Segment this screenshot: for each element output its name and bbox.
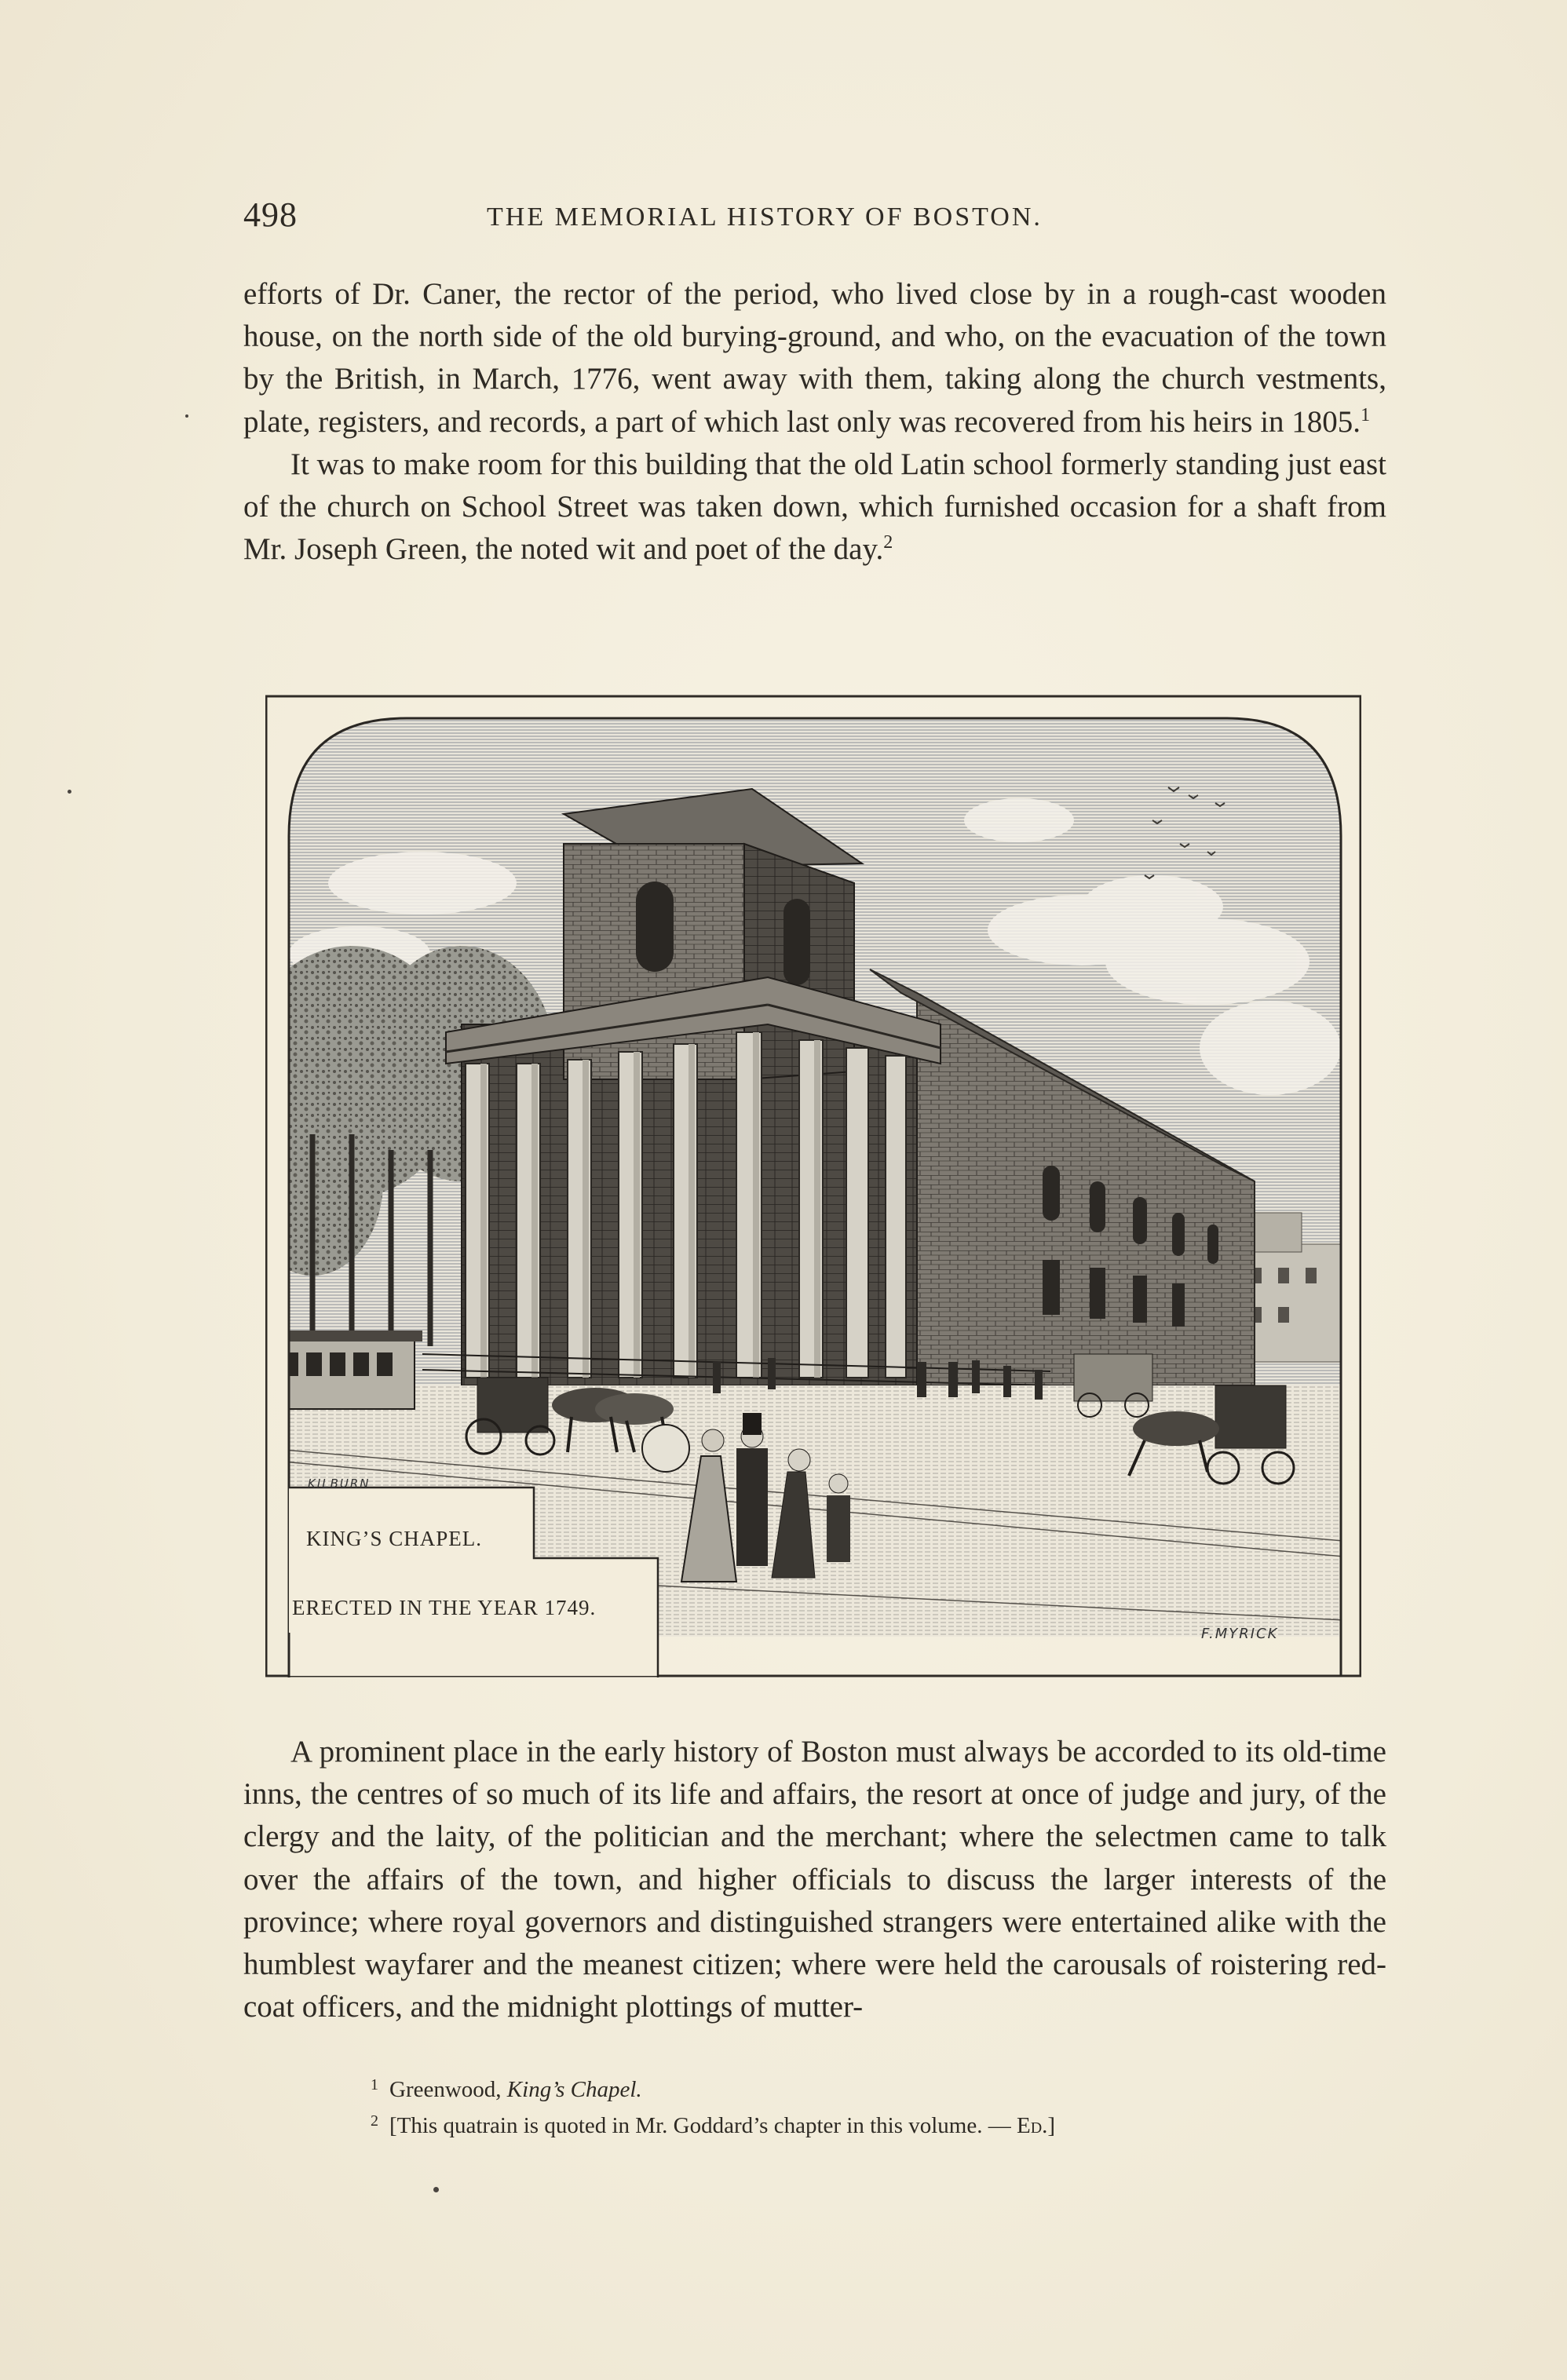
footnote-editor-mark: Ed.] [1017,2113,1056,2138]
bottom-text-block [243,1731,1386,2028]
footnote-2 [371,2105,1313,2141]
footnote-italic: King’s Chapel. [506,2077,642,2102]
paragraph-continued [243,273,1386,444]
caption-year: ERECTED IN THE YEAR 1749. [292,1596,597,1619]
page-number: 498 [243,195,298,234]
caption-title: KING’S CHAPEL. [306,1527,483,1550]
footnote-mark: 1 [371,2076,378,2093]
ink-speck [433,2187,439,2192]
paragraph-latin-school [243,444,1386,571]
paragraph-old-inns: A prominent place in the early history of Boston must always be accorded to its old-time inns, the centres of so much of its life and affairs, the resort at once of judge and jury, of the clergy and the laity, of the politician and the merchant; where the selectmen came to talk over the affairs of the town, and higher officials to discuss the larger interests of the province; where royal governors and distinguished strangers were entertained alike with the humblest wayfarer and the meanest citizen; where were held the carousals of roistering red-coat officers, and the midnight plottings of mutter- [243,1735,1386,2024]
running-title: THE MEMORIAL HISTORY OF BOSTON. [487,203,1043,232]
footnote-mark: 2 [371,2112,378,2130]
footnote-ref: 2 [883,532,893,553]
paragraph-text: It was to make room for this building that the old Latin school formerly standing just east of the church on School Street was taken down, which furnished occasion for a shaft from Mr. Joseph Green, the noted wit and poet of the day. [243,447,1386,567]
footnote-ref: 1 [1361,404,1371,425]
footnote-text: Greenwood, [389,2077,507,2102]
ink-speck [185,414,188,418]
page-header [243,195,1386,242]
engraver-signature-left: KILBURN [308,1477,371,1491]
footnote-1 [371,2069,1313,2105]
kings-chapel-engraving [265,695,1361,1677]
footnote-text: [This quatrain is quoted in Mr. Goddard’s chapter in this volume. — [389,2113,1017,2138]
top-text-block [243,273,1386,571]
footnotes [371,2069,1313,2141]
paragraph-text: efforts of Dr. Caner, the rector of the period, who lived close by in a rough-cast wooden house, on the north side of the old burying-ground, and who, on the evacuation of the town by the British, in March, 1776, went away with them, taking along the church vestments, plate, registers, and records, a part of which last only was recovered from his heirs in 1805. [243,277,1386,439]
engraver-signature-right: F.MYRICK [1201,1626,1279,1642]
ink-speck [68,790,71,794]
